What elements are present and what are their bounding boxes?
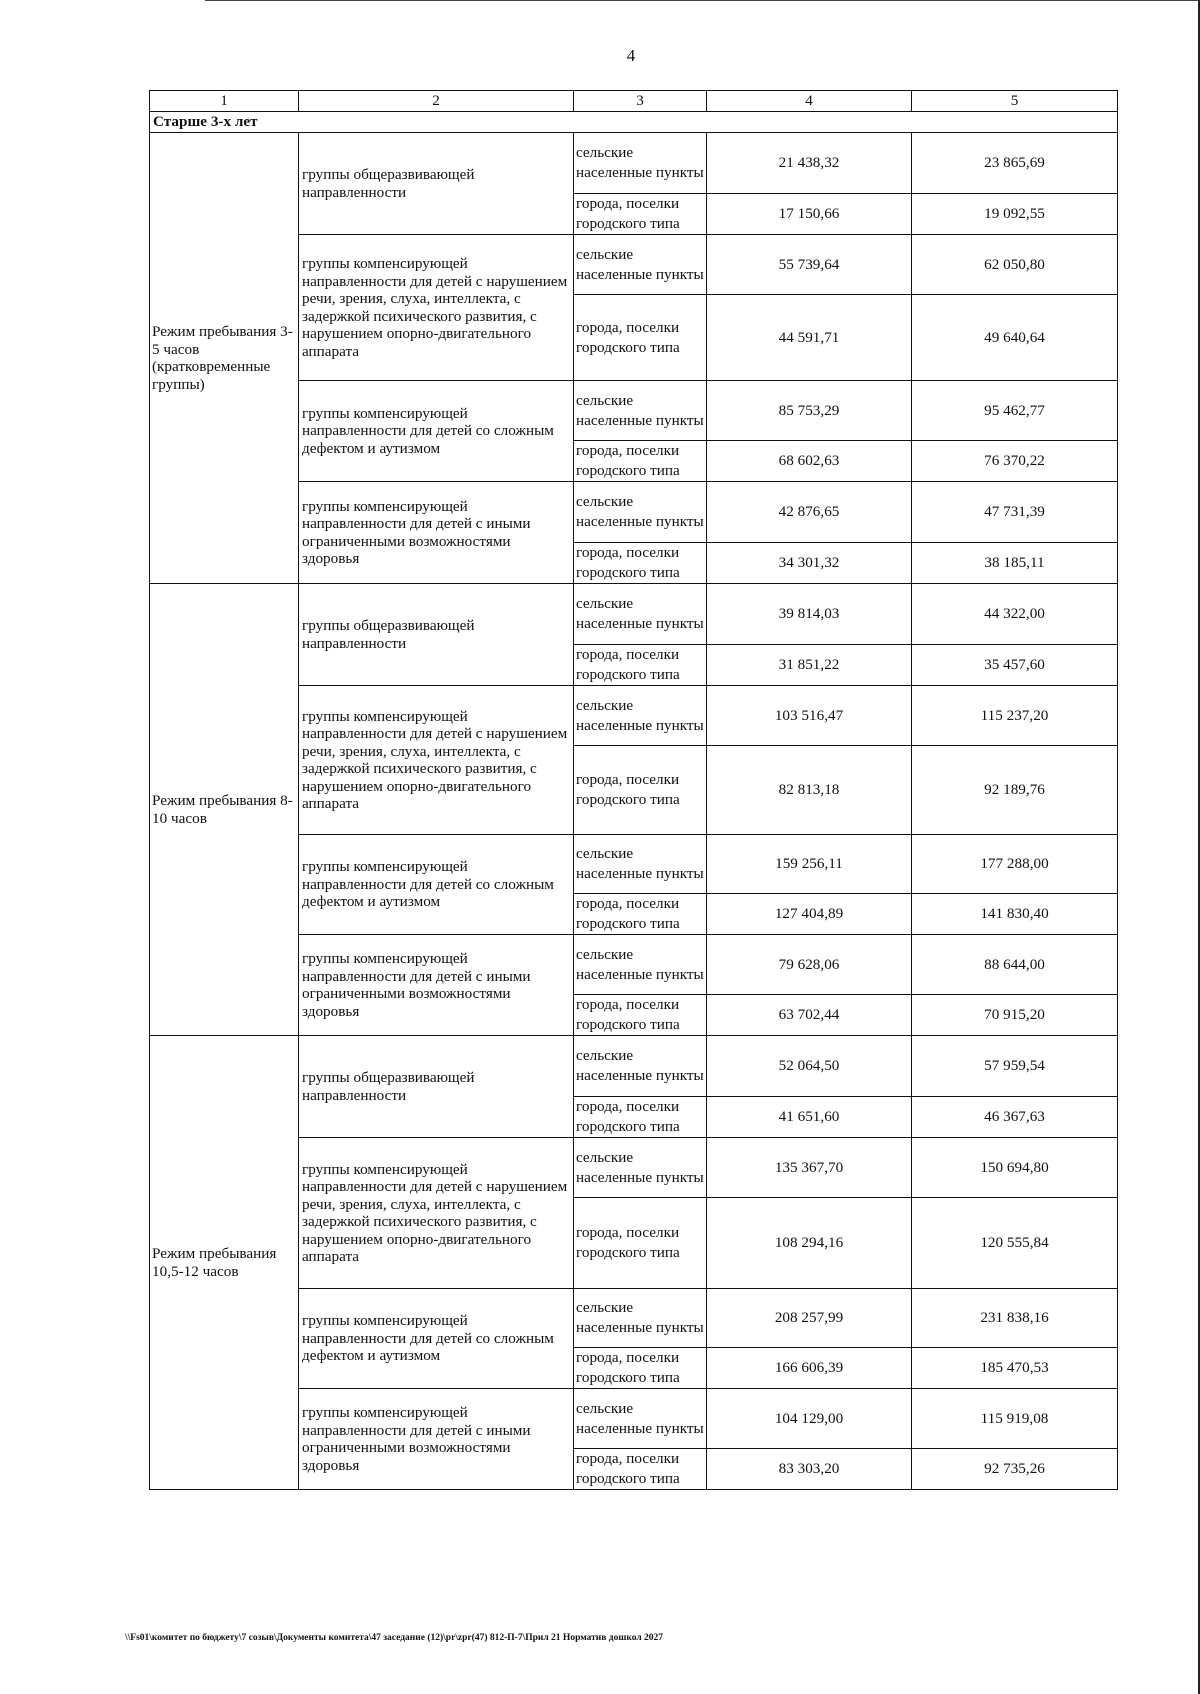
locality-cell: города, поселки городского типа xyxy=(574,543,707,584)
value-col5-cell: 88 644,00 xyxy=(912,935,1118,995)
group-type-cell: группы общеразвивающей направленности xyxy=(299,1036,574,1138)
stay-mode-cell: Режим пребывания 10,5-12 часов xyxy=(150,1036,299,1490)
locality-cell: сельские населенные пункты xyxy=(574,1036,707,1097)
value-col4-cell: 103 516,47 xyxy=(707,686,912,746)
locality-cell: города, поселки городского типа xyxy=(574,1097,707,1138)
locality-cell: сельские населенные пункты xyxy=(574,835,707,894)
value-col5-cell: 92 735,26 xyxy=(912,1449,1118,1490)
table-body xyxy=(150,112,1118,1490)
value-col5-cell: 44 322,00 xyxy=(912,584,1118,645)
group-type-cell: группы компенсирующей направленности для детей с иными ограниченными возможностями здоровья xyxy=(299,482,574,584)
group-type-cell: группы компенсирующей направленности для детей с нарушением речи, зрения, слуха, интеллекта, с задержкой психического развития, с нарушением опорно-двигательного аппарата xyxy=(299,686,574,835)
value-col5-cell: 95 462,77 xyxy=(912,381,1118,441)
value-col5-cell: 19 092,55 xyxy=(912,194,1118,235)
value-col5-cell: 38 185,11 xyxy=(912,543,1118,584)
locality-cell: города, поселки городского типа xyxy=(574,441,707,482)
value-col5-cell: 23 865,69 xyxy=(912,133,1118,194)
locality-cell: сельские населенные пункты xyxy=(574,1389,707,1449)
value-col4-cell: 41 651,60 xyxy=(707,1097,912,1138)
value-col5-cell: 47 731,39 xyxy=(912,482,1118,543)
value-col4-cell: 39 814,03 xyxy=(707,584,912,645)
column-header-1: 1 xyxy=(150,91,299,112)
value-col5-cell: 141 830,40 xyxy=(912,894,1118,935)
value-col4-cell: 34 301,32 xyxy=(707,543,912,584)
locality-cell: сельские населенные пункты xyxy=(574,686,707,746)
value-col4-cell: 83 303,20 xyxy=(707,1449,912,1490)
table-row xyxy=(150,584,1118,645)
locality-cell: города, поселки городского типа xyxy=(574,295,707,381)
value-col4-cell: 104 129,00 xyxy=(707,1389,912,1449)
locality-cell: города, поселки городского типа xyxy=(574,1449,707,1490)
table-header xyxy=(150,91,1118,112)
value-col5-cell: 35 457,60 xyxy=(912,645,1118,686)
value-col5-cell: 49 640,64 xyxy=(912,295,1118,381)
page-number: 4 xyxy=(626,46,636,65)
group-type-cell: группы компенсирующей направленности для детей со сложным дефектом и аутизмом xyxy=(299,835,574,935)
value-col4-cell: 44 591,71 xyxy=(707,295,912,381)
locality-cell: сельские населенные пункты xyxy=(574,133,707,194)
locality-cell: города, поселки городского типа xyxy=(574,645,707,686)
group-type-cell: группы компенсирующей направленности для детей с иными ограниченными возможностями здоровья xyxy=(299,935,574,1036)
value-col5-cell: 46 367,63 xyxy=(912,1097,1118,1138)
group-type-cell: группы компенсирующей направленности для детей с нарушением речи, зрения, слуха, интеллекта, с задержкой психического развития, с нарушением опорно-двигательного аппарата xyxy=(299,1138,574,1289)
value-col4-cell: 21 438,32 xyxy=(707,133,912,194)
value-col4-cell: 208 257,99 xyxy=(707,1289,912,1348)
value-col5-cell: 76 370,22 xyxy=(912,441,1118,482)
value-col5-cell: 115 237,20 xyxy=(912,686,1118,746)
table-row xyxy=(150,133,1118,194)
locality-cell: сельские населенные пункты xyxy=(574,584,707,645)
value-col5-cell: 70 915,20 xyxy=(912,995,1118,1036)
value-col4-cell: 82 813,18 xyxy=(707,746,912,835)
locality-cell: сельские населенные пункты xyxy=(574,1138,707,1198)
value-col4-cell: 31 851,22 xyxy=(707,645,912,686)
locality-cell: города, поселки городского типа xyxy=(574,746,707,835)
locality-cell: сельские населенные пункты xyxy=(574,482,707,543)
group-type-cell: группы общеразвивающей направленности xyxy=(299,133,574,235)
section-row xyxy=(150,112,1118,133)
locality-cell: сельские населенные пункты xyxy=(574,235,707,295)
group-type-cell: группы компенсирующей направленности для детей с иными ограниченными возможностями здоровья xyxy=(299,1389,574,1490)
value-col5-cell: 177 288,00 xyxy=(912,835,1118,894)
value-col4-cell: 63 702,44 xyxy=(707,995,912,1036)
column-header-3: 3 xyxy=(574,91,707,112)
column-header-2: 2 xyxy=(299,91,574,112)
locality-cell: города, поселки городского типа xyxy=(574,894,707,935)
column-header-4: 4 xyxy=(707,91,912,112)
section-title: Старше 3-х лет xyxy=(150,112,1118,133)
value-col4-cell: 159 256,11 xyxy=(707,835,912,894)
locality-cell: сельские населенные пункты xyxy=(574,1289,707,1348)
group-type-cell: группы компенсирующей направленности для детей со сложным дефектом и аутизмом xyxy=(299,381,574,482)
value-col4-cell: 127 404,89 xyxy=(707,894,912,935)
value-col5-cell: 120 555,84 xyxy=(912,1198,1118,1289)
value-col5-cell: 150 694,80 xyxy=(912,1138,1118,1198)
value-col4-cell: 52 064,50 xyxy=(707,1036,912,1097)
table-row xyxy=(150,1036,1118,1097)
value-col5-cell: 92 189,76 xyxy=(912,746,1118,835)
locality-cell: города, поселки городского типа xyxy=(574,1348,707,1389)
value-col5-cell: 231 838,16 xyxy=(912,1289,1118,1348)
locality-cell: города, поселки городского типа xyxy=(574,1198,707,1289)
norms-table xyxy=(149,90,1118,1490)
locality-cell: города, поселки городского типа xyxy=(574,194,707,235)
header-row xyxy=(150,91,1118,112)
footer-file-path: \\Fs01\комитет по бюджету\7 созыв\Документы комитета\47 заседание (12)\pr\zpr(47) 812-П-7\Прил 21 Норматив дошкол 2027 xyxy=(125,1633,664,1643)
value-col4-cell: 79 628,06 xyxy=(707,935,912,995)
stay-mode-cell: Режим пребывания 8-10 часов xyxy=(150,584,299,1036)
value-col4-cell: 68 602,63 xyxy=(707,441,912,482)
stay-mode-cell: Режим пребывания 3-5 часов (кратковременные группы) xyxy=(150,133,299,584)
locality-cell: города, поселки городского типа xyxy=(574,995,707,1036)
value-col4-cell: 17 150,66 xyxy=(707,194,912,235)
value-col4-cell: 135 367,70 xyxy=(707,1138,912,1198)
column-header-5: 5 xyxy=(912,91,1118,112)
value-col4-cell: 85 753,29 xyxy=(707,381,912,441)
value-col4-cell: 42 876,65 xyxy=(707,482,912,543)
scan-border-top xyxy=(205,0,1200,1)
value-col5-cell: 62 050,80 xyxy=(912,235,1118,295)
value-col4-cell: 55 739,64 xyxy=(707,235,912,295)
group-type-cell: группы компенсирующей направленности для детей со сложным дефектом и аутизмом xyxy=(299,1289,574,1389)
group-type-cell: группы общеразвивающей направленности xyxy=(299,584,574,686)
value-col5-cell: 115 919,08 xyxy=(912,1389,1118,1449)
value-col5-cell: 57 959,54 xyxy=(912,1036,1118,1097)
group-type-cell: группы компенсирующей направленности для детей с нарушением речи, зрения, слуха, интеллекта, с задержкой психического развития, с нарушением опорно-двигательного аппарата xyxy=(299,235,574,381)
value-col5-cell: 185 470,53 xyxy=(912,1348,1118,1389)
locality-cell: сельские населенные пункты xyxy=(574,381,707,441)
value-col4-cell: 166 606,39 xyxy=(707,1348,912,1389)
value-col4-cell: 108 294,16 xyxy=(707,1198,912,1289)
locality-cell: сельские населенные пункты xyxy=(574,935,707,995)
